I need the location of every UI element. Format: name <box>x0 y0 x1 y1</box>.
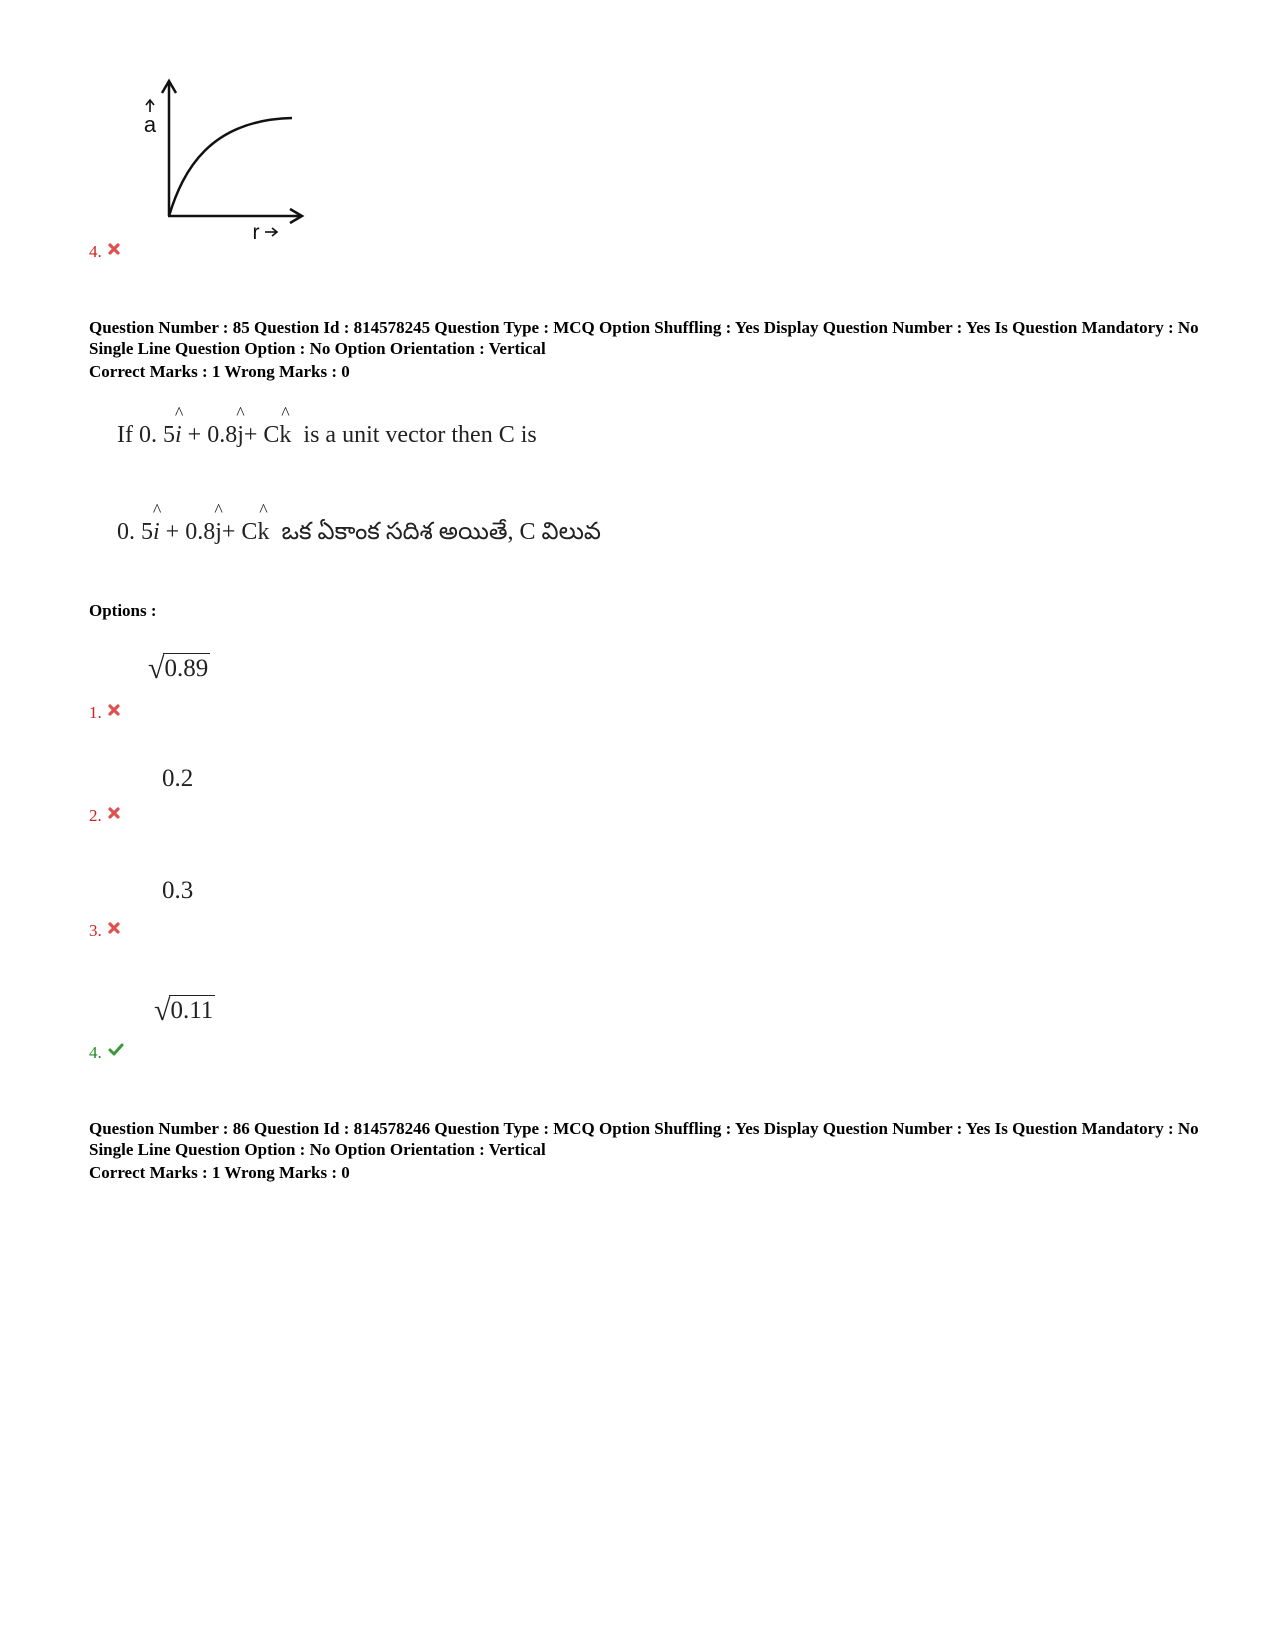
saturation-curve <box>169 118 292 216</box>
check-icon <box>108 1043 124 1061</box>
option-number: 2. <box>89 806 102 825</box>
option-2-marker <box>89 806 120 826</box>
prev-option-4 <box>89 242 120 262</box>
cross-icon <box>108 806 120 824</box>
next-question-meta: Question Number : 86 Question Id : 814578246 Question Type : MCQ Option Shuffling : Yes Display Question Number : Yes Is Question Mandatory : No Single Line Question Option : No Option Orientation : Vertical <box>89 1119 1199 1159</box>
cross-icon <box>108 921 120 939</box>
y-axis-label: a <box>143 112 157 137</box>
cross-icon <box>108 703 120 721</box>
a-vs-r-graph <box>135 75 315 245</box>
cross-icon <box>108 242 120 260</box>
options-label: Options : <box>89 601 157 620</box>
next-question-marks: Correct Marks : 1 Wrong Marks : 0 <box>89 1163 350 1182</box>
question-text-telugu: 0. 5^ i + 0.8^ j+ C^ k ఒక ఏకాంక సదిశ అయితే, C విలువ <box>117 518 601 551</box>
option-number: 1. <box>89 703 102 722</box>
option-1-value <box>148 653 210 685</box>
sqrt-expression: √ 0.89 <box>148 652 209 685</box>
option-3-value: 0.3 <box>162 877 194 904</box>
option-1-marker <box>89 703 120 723</box>
question-text-english: If 0. 5^ i + 0.8^ j+ C^ k is a unit vector then C is <box>117 422 537 449</box>
option-number: 3. <box>89 921 102 940</box>
option-2-value: 0.2 <box>162 765 194 792</box>
option-number: 4. <box>89 242 102 261</box>
prev-option-graph <box>135 75 315 245</box>
option-4-value <box>154 995 215 1027</box>
option-number: 4. <box>89 1043 102 1062</box>
option-4-marker <box>89 1043 124 1063</box>
x-axis-label: r <box>252 221 260 244</box>
option-3-marker <box>89 921 120 941</box>
sqrt-expression: √ 0.11 <box>154 994 214 1027</box>
question-marks: Correct Marks : 1 Wrong Marks : 0 <box>89 362 350 381</box>
question-meta: Question Number : 85 Question Id : 814578245 Question Type : MCQ Option Shuffling : Yes Display Question Number : Yes Is Question Mandatory : No Single Line Question Option : No Option Orientation : Vertical <box>89 318 1199 358</box>
